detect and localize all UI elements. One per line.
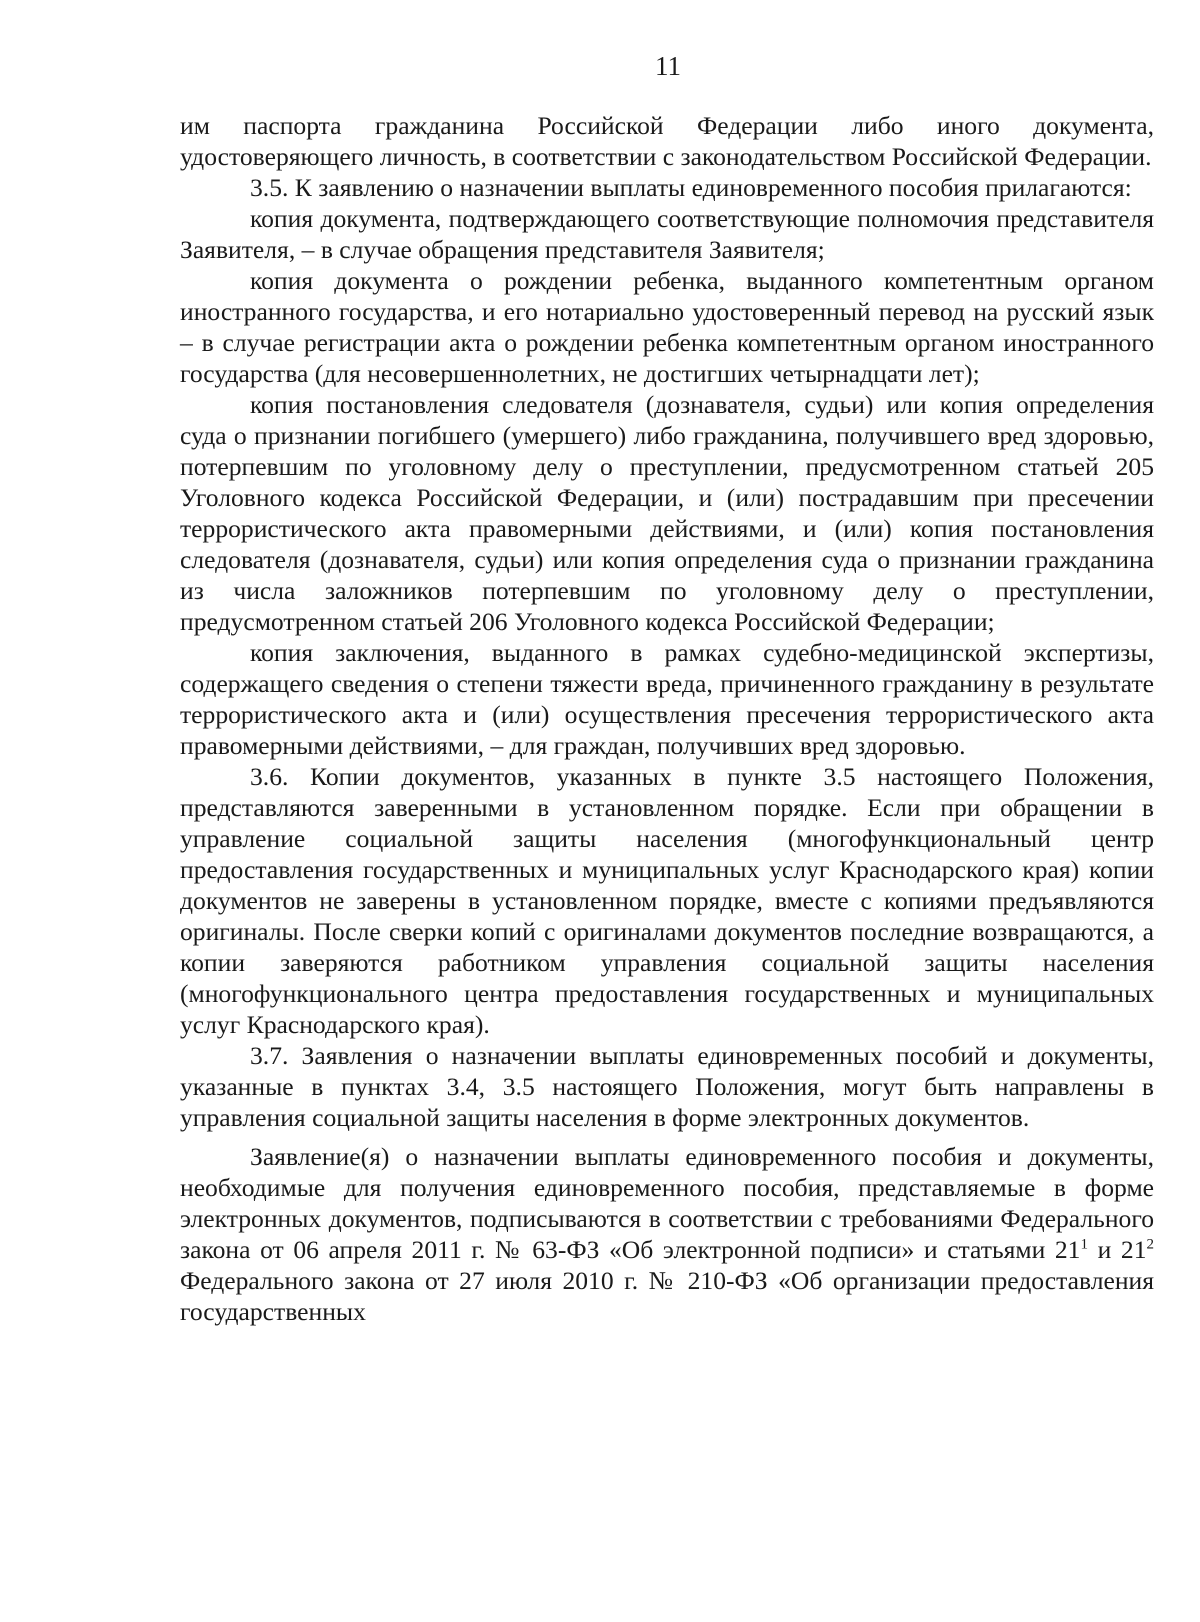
paragraph-3-7: 3.7. Заявления о назначении выплаты единовременных пособий и документы, указанные в пунктах 3.4, 3.5 настоящего Положения, могут быть направлены в управления социальной защиты населения в форме электронных документов.: [180, 1041, 1154, 1132]
paragraph-electronic-signature: [180, 1141, 1154, 1327]
paragraph-3-6: 3.6. Копии документов, указанных в пункте 3.5 настоящего Положения, представляются заверенными в установленном порядке. Если при обращении в управление социальной защиты населения (многофункциональный центр предоставления государственных и муниципальных услуг Краснодарского края) копии документов не заверены в установленном порядке, вместе с копиями предъявляются оригиналы. После сверки копий с оригиналами документов последние возвращаются, а копии заверяются работником управления социальной защиты населения (многофункционального центра предоставления государственных и муниципальных услуг Краснодарского края).: [180, 762, 1154, 1039]
superscript-1: 1: [1080, 1236, 1088, 1253]
paragraph-birth-document: копия документа о рождении ребенка, выданного компетентным органом иностранного государства, и его нотариально удостоверенный перевод на русский язык – в случае регистрации акта о рождении ребенка компетентным органом иностранного государства (для несовершеннолетних, не достигших четырнадцати лет);: [180, 266, 1154, 388]
paragraph-electronic-signature-part2: и 21: [1087, 1235, 1147, 1264]
paragraph-electronic-signature-part3: Федерального закона от 27 июля 2010 г. № 210-ФЗ «Об организации предоставления государственных: [180, 1266, 1154, 1326]
paragraph-forensic-conclusion: копия заключения, выданного в рамках судебно-медицинской экспертизы, содержащего сведения о степени тяжести вреда, причиненного гражданину в результате террористического акта и (или) осуществления пресечения террористического акта правомерными действиями, – для граждан, получивших вред здоровью.: [180, 638, 1154, 760]
paragraph-3-5: 3.5. К заявлению о назначении выплаты единовременного пособия прилагаются:: [250, 173, 1132, 202]
paragraph-investigator-decision: копия постановления следователя (дознавателя, судьи) или копия определения суда о признании погибшего (умершего) либо гражданина, получившего вред здоровью, потерпевшим по уголовному делу о преступлении, предусмотренном статьей 205 Уголовного кодекса Российской Федерации, и (или) пострадавшим при пресечении террористического акта правомерными действиями, и (или) копия постановления следователя (дознавателя, судьи) или копия определения суда о признании гражданина из числа заложников потерпевшим по уголовному делу о преступлении, предусмотренном статьей 206 Уголовного кодекса Российской Федерации;: [180, 390, 1154, 636]
paragraph-representative-copy: копия документа, подтверждающего соответствующие полномочия представителя Заявителя, – в случае обращения представителя Заявителя;: [180, 204, 1154, 264]
page-number: 11: [655, 51, 681, 81]
document-body: [180, 110, 1154, 1327]
paragraph-passport: им паспорта гражданина Российской Федерации либо иного документа, удостоверяющего личность, в соответствии с законодательством Российской Федерации.: [180, 111, 1154, 171]
paragraph-electronic-signature-part1: Заявление(я) о назначении выплаты единовременного пособия и документы, необходимые для получения единовременного пособия, представляемые в форме электронных документов, подписываются в соответствии с требованиями Федерального закона от 06 апреля 2011 г. № 63-ФЗ «Об электронной подписи» и статьями 21: [180, 1142, 1154, 1264]
superscript-2: 2: [1146, 1236, 1154, 1253]
scan-artifact: [0, 300, 10, 301]
